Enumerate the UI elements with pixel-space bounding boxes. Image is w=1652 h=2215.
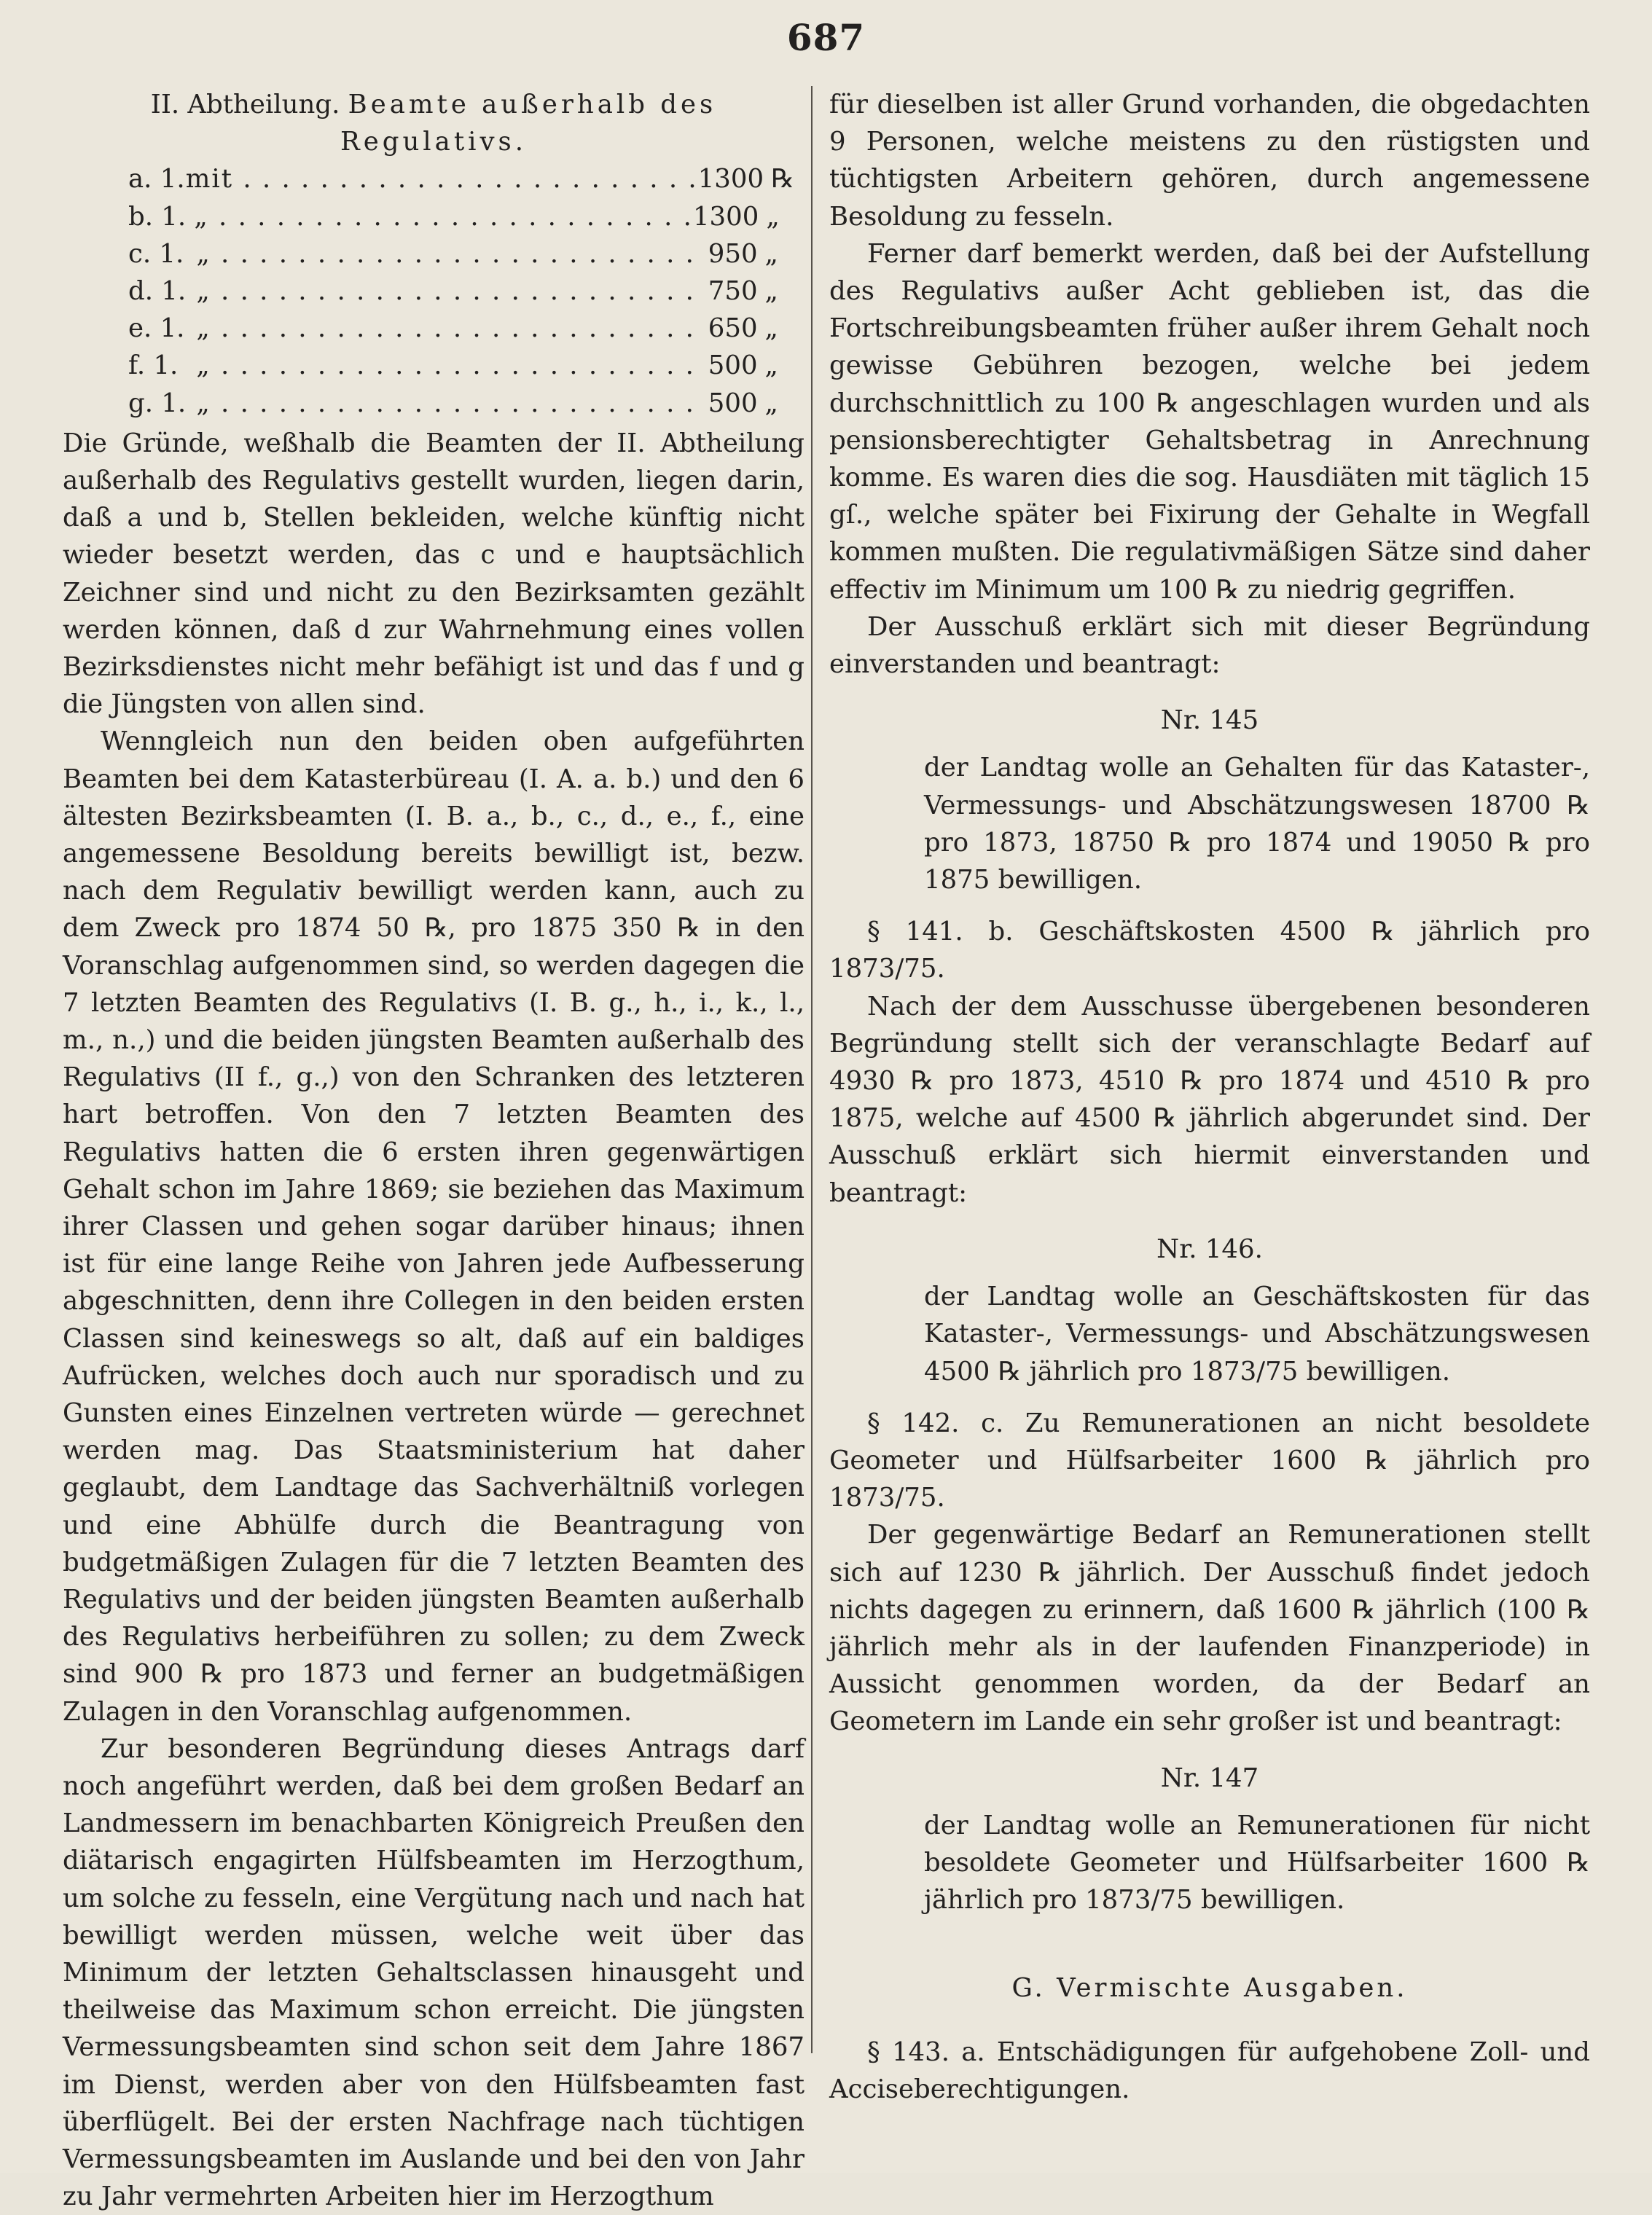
section-143: § 143. a. Entschädigungen für aufgehobene Zoll- und Acciseberechtigungen. <box>829 2036 1590 2104</box>
motion-145: der Landtag wolle an Gehalten für das Kataster-, Vermessungs- und Abschätzungswesen 18700 ℞ pro 1873, 18750 ℞ pro 1874 und 19050 ℞ pro 1875 bewilligen. <box>924 753 1590 895</box>
motion-number-145: Nr. 145 <box>1160 705 1259 736</box>
motion-number-147: Nr. 147 <box>1160 1763 1259 1793</box>
salary-row: g. 1. „ . . . . . . . . . . . . . . . . . . . . . . . . . 500 „ <box>128 388 778 418</box>
paragraph: für dieselben ist aller Grund vorhanden, die obgedachten 9 Personen, welche meistens zu den rüstigsten und tüchtigsten Arbeitern gehören, durch angemessene Besoldung zu fesseln. <box>829 90 1590 232</box>
heading-prefix: II. Abtheilung. <box>150 90 340 119</box>
section-heading-g: G. Vermischte Ausgaben. <box>1011 1973 1408 2004</box>
salary-row: b. 1. „ . . . . . . . . . . . . . . . . . . . . . . . . . 1300 „ <box>128 201 780 232</box>
right-column <box>829 86 1590 2108</box>
paragraph: Der gegenwärtige Bedarf an Remunerationen stellt sich auf 1230 ℞ jährlich. Der Ausschuß findet jedoch nichts dagegen zu erinnern, daß 1600 ℞ jährlich (100 ℞ jährlich mehr als in der laufenden Finanzperiode) in Aussicht genommen worden, da der Bedarf an Geometern im Lande ein sehr großer ist und beantragt: <box>829 1520 1590 1737</box>
paragraph: Wenngleich nun den beiden oben aufgeführten Beamten bei dem Katasterbüreau (I. A. a. b.) und den 6 ältesten Bezirksbeamten (I. B. a., b., c., d., e., f., eine angemessene Besoldung bereits bewilligt ist, bezw. nach dem Regulativ bewilligt werden kann, auch zu dem Zweck pro 1874 50 ℞, pro 1875 350 ℞ in den Voranschlag aufgenommen sind, so werden dagegen die 7 letzten Beamten des Regulativs (I. B. g., h., i., k., l., m., n.,) und die beiden jüngsten Beamten außerhalb des Regulativs (II f., g.,) von den Schranken des letzteren hart betroffen. Von den 7 letzten Beamten des Regulativs hatten die 6 ersten ihren gegenwärtigen Gehalt schon im Jahre 1869; sie beziehen das Maximum ihrer Classen und gehen sogar darüber hinaus; ihnen ist für eine lange Reihe von Jahren jede Aufbesserung abgeschnitten, denn ihre Collegen in den beiden ersten Classen sind keineswegs so alt, daß auf ein baldiges Aufrücken, welches doch auch nur sporadisch und zu Gunsten eines Einzelnen vertreten würde — gerechnet werden mag. Das Staatsministerium hat daher geglaubt, dem Landtage das Sachverhältniß vorlegen und eine Abhülfe durch die Beantragung von budgetmäßigen Zulagen für die 7 letzten Beamten des Regulativs und der beiden jüngsten Beamten außerhalb des Regulativs herbeiführen zu sollen; zu dem Zweck sind 900 ℞ pro 1873 und ferner an budgetmäßigen Zulagen in den Voranschlag aufgenommen. <box>63 726 805 1727</box>
heading-spaced-1: Beamte außerhalb des <box>348 90 717 119</box>
motion-number-146: Nr. 146. <box>1156 1234 1263 1264</box>
heading-spaced-2: Regulativs. <box>340 127 528 157</box>
salary-row: d. 1. „ . . . . . . . . . . . . . . . . . . . . . . . . . 750 „ <box>128 275 778 306</box>
motion-146: der Landtag wolle an Geschäftskosten für das Kataster-, Vermessungs- und Abschätzungswesen 4500 ℞ jährlich pro 1873/75 bewilligen. <box>924 1282 1590 1387</box>
salary-list <box>63 160 805 421</box>
column-divider <box>811 86 813 2053</box>
paragraph: Der Ausschuß erklärt sich mit dieser Begründung einverstanden und beantragt: <box>829 611 1590 680</box>
section-heading-ii <box>63 86 805 160</box>
salary-row: e. 1. „ . . . . . . . . . . . . . . . . . . . . . . . . . 650 „ <box>128 313 778 344</box>
salary-row: c. 1. „ . . . . . . . . . . . . . . . . . . . . . . . . . 950 „ <box>128 238 778 269</box>
paragraph: Die Gründe, weßhalb die Beamten der II. Abtheilung außerhalb des Regulativs gestellt wurden, liegen darin, daß a und b, Stellen bekleiden, welche künftig nicht wieder besetzt werden, das c und e hauptsächlich Zeichner sind und nicht zu den Bezirksamten gezählt werden können, daß d zur Wahrnehmung eines vollen Bezirksdienstes nicht mehr befähigt ist und das f und g die Jüngsten von allen sind. <box>63 428 805 720</box>
left-column <box>63 86 805 2215</box>
section-142: § 142. c. Zu Remunerationen an nicht besoldete Geometer und Hülfsarbeiter 1600 ℞ jährlich pro 1873/75. <box>829 1408 1590 1513</box>
salary-row: a. 1. mit . . . . . . . . . . . . . . . . . . . . . . . . 1300 ℞ <box>128 164 794 195</box>
section-141: § 141. b. Geschäftskosten 4500 ℞ jährlich pro 1873/75. <box>829 917 1590 984</box>
page-number: 687 <box>786 16 866 59</box>
paragraph: Zur besonderen Begründung dieses Antrags darf noch angeführt werden, daß bei dem großen Bedarf an Landmessern im benachbarten Königreich Preußen den diätarisch engagirten Hülfsbeamten im Herzogthum, um solche zu fesseln, eine Vergütung nach und nach hat bewilligt werden müssen, welche weit über das Minimum der letzten Gehaltsclassen hinausgeht und theilweise das Maximum schon erreicht. Die jüngsten Vermessungsbeamten sind schon seit dem Jahre 1867 im Dienst, werden aber von den Hülfsbeamten fast überflügelt. Bei der ersten Nachfrage nach tüchtigen Vermessungsbeamten im Auslande und bei den von Jahr zu Jahr vermehrten Arbeiten hier im Herzogthum <box>63 1733 805 2212</box>
paragraph: Ferner darf bemerkt werden, daß bei der Aufstellung des Regulativs außer Acht geblieben ist, das die Fortschreibungsbeamten früher außer ihrem Gehalt noch gewisse Gebühren bezogen, welche bei jedem durchschnittlich zu 100 ℞ angeschlagen wurden und als pensionsberechtigter Gehaltsbetrag in Anrechnung komme. Es waren dies die sog. Hausdiäten mit täglich 15 gſ., welche später bei Fixirung der Gehalte in Wegfall kommen mußten. Die regulativmäßigen Sätze sind daher effectiv im Minimum um 100 ℞ zu niedrig gegriffen. <box>829 238 1590 605</box>
motion-147: der Landtag wolle an Remunerationen für nicht besoldete Geometer und Hülfsarbeiter 1600 ℞ jährlich pro 1873/75 bewilligen. <box>924 1810 1590 1916</box>
salary-row: f. 1. „ . . . . . . . . . . . . . . . . . . . . . . . . . 500 „ <box>128 350 778 381</box>
paragraph: Nach der dem Ausschusse übergebenen besonderen Begründung stellt sich der veranschlagte Bedarf auf 4930 ℞ pro 1873, 4510 ℞ pro 1874 und 4510 ℞ pro 1875, welche auf 4500 ℞ jährlich abgerundet sind. Der Ausschuß erklärt sich hiermit einverstanden und beantragt: <box>829 991 1590 1208</box>
